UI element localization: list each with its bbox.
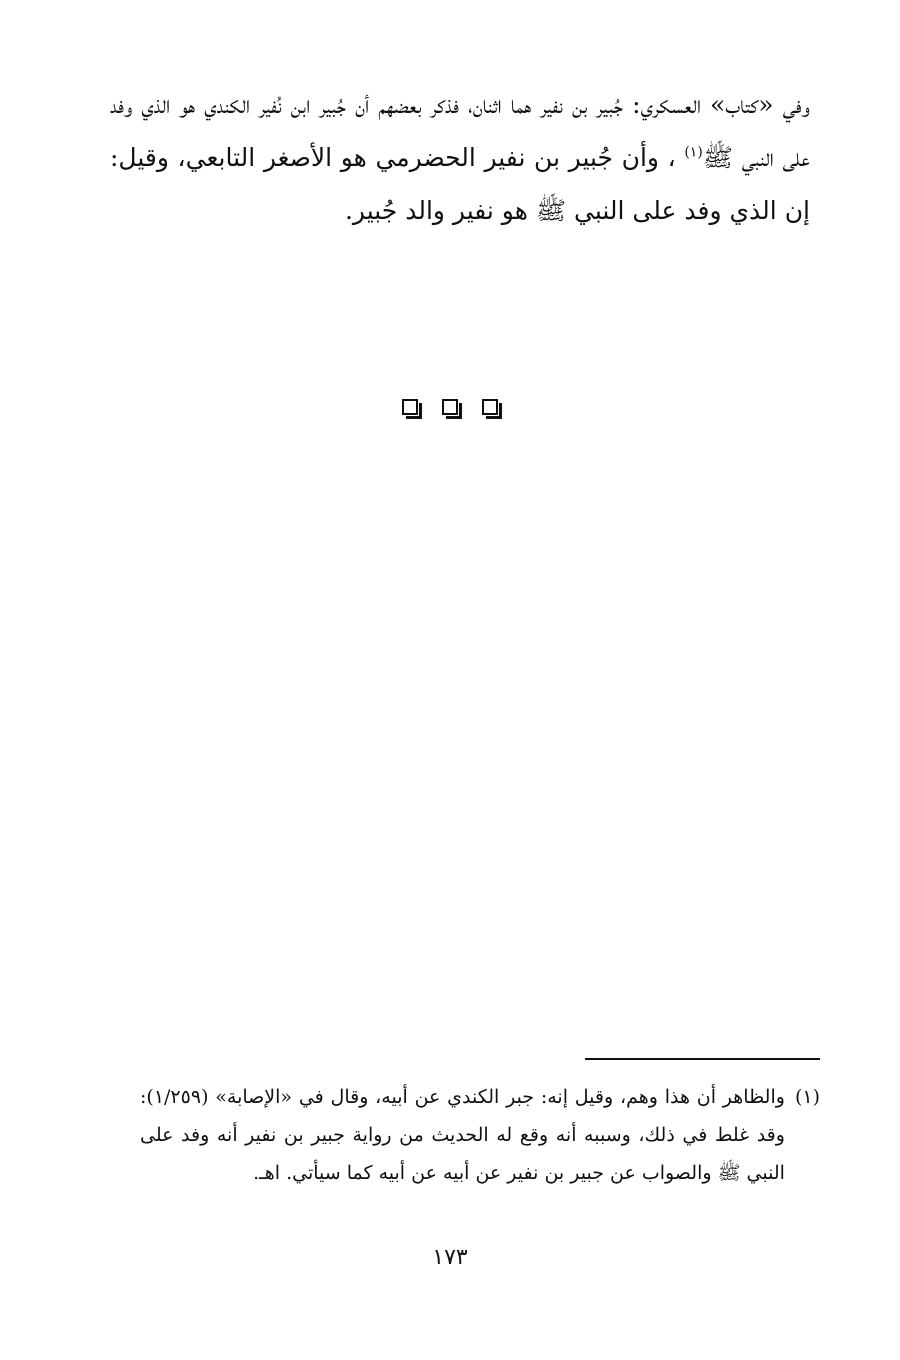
section-separator xyxy=(0,399,900,415)
footnote-item xyxy=(140,1078,820,1192)
footnote-number: (١) xyxy=(794,1086,820,1108)
square-ornament-icon xyxy=(402,399,418,415)
square-ornament-icon xyxy=(482,399,498,415)
main-paragraph xyxy=(110,78,810,237)
main-text-block xyxy=(110,78,810,237)
footnote-divider xyxy=(585,1058,820,1060)
square-ornament-icon xyxy=(442,399,458,415)
main-paragraph-part2: ، وأن جُبير بن نفير الحضرمي هو الأصغر التابعي، وقيل: إن الذي وفد على النبي ﷺ هو نفير والد جُبير. xyxy=(110,143,810,225)
main-paragraph-part1: وفي «كتاب» العسكري: جُبير بن نفير هما اثنان، فذكر بعضهم أن جُبير ابن نُفير الكندي هو الذي وفد على النبي ﷺ xyxy=(110,90,810,172)
footnote-reference[interactable]: (١) xyxy=(684,144,703,161)
footnotes-section xyxy=(140,1078,820,1192)
footnote-text: والظاهر أن هذا وهم، وقيل إنه: جبر الكندي عن أبيه، وقال في «الإصابة» (١/٢٥٩): وقد غلط في ذلك، وسببه أنه وقع له الحديث من رواية جبير بن نفير أنه وفد على النبي ﷺ والصواب عن جبير بن نفير عن أبيه عن أبيه كما سيأتي. اهـ. xyxy=(140,1086,785,1184)
page-number: ١٧٣ xyxy=(432,1245,468,1270)
